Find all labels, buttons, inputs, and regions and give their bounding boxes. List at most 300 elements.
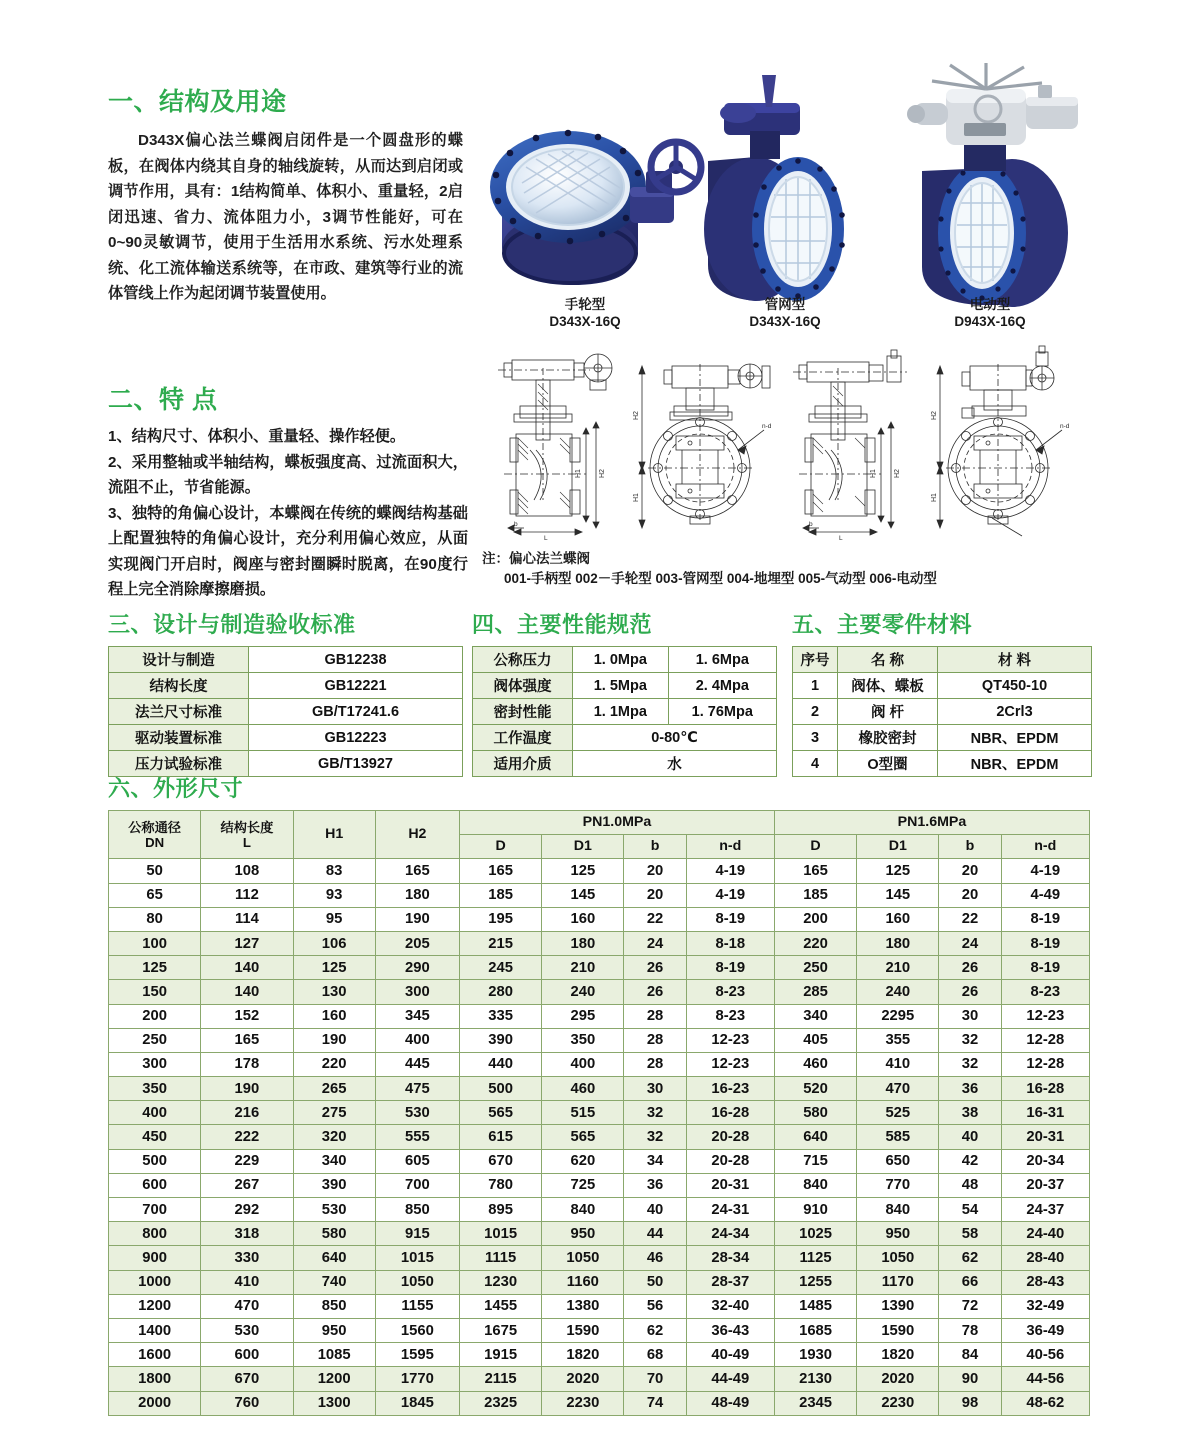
standard-name: 法兰尺寸标准 <box>109 699 249 725</box>
pn16-d1-value: 950 <box>857 1222 939 1246</box>
pn16-nd-value: 36-49 <box>1001 1318 1089 1342</box>
pn16-d1-value: 1050 <box>857 1246 939 1270</box>
materials-header-no: 序号 <box>793 647 838 673</box>
material-value: 2Crl3 <box>938 699 1092 725</box>
pn10-nd-value: 32-40 <box>686 1294 774 1318</box>
material-part-name: 阀 杆 <box>838 699 938 725</box>
pn16-b-value: 26 <box>939 956 1001 980</box>
length-value: 229 <box>201 1149 293 1173</box>
material-no: 1 <box>793 673 838 699</box>
pn16-b-value: 84 <box>939 1343 1001 1367</box>
h2-value: 290 <box>375 956 459 980</box>
dn-value: 80 <box>109 907 201 931</box>
perf-name: 密封性能 <box>473 699 573 725</box>
pn10-d1-value: 180 <box>542 931 624 955</box>
svg-text:H2: H2 <box>931 411 938 420</box>
perf-value-pn10: 1. 5Mpa <box>573 673 669 699</box>
length-value: 600 <box>201 1343 293 1367</box>
perf-value-pn16: 2. 4Mpa <box>668 673 776 699</box>
pn16-d-value: 1125 <box>774 1246 856 1270</box>
material-part-name: 橡胶密封 <box>838 725 938 751</box>
dimensions-row <box>109 1028 1090 1052</box>
pn16-d-value: 405 <box>774 1028 856 1052</box>
pn10-d-value: 165 <box>460 859 542 883</box>
pn16-d1-value: 145 <box>857 883 939 907</box>
header-dn-l1: 公称通径 <box>128 819 181 835</box>
section-performance <box>472 608 777 777</box>
pn10-b-value: 32 <box>624 1125 686 1149</box>
table-row <box>793 725 1092 751</box>
header-h1: H1 <box>293 811 375 859</box>
photo-caption-model: D343X-16Q <box>549 314 621 329</box>
material-value: NBR、EPDM <box>938 751 1092 777</box>
pn16-b-value: 90 <box>939 1367 1001 1391</box>
dn-value: 65 <box>109 883 201 907</box>
pn16-d-value: 220 <box>774 931 856 955</box>
h2-value: 345 <box>375 1004 459 1028</box>
pn10-d1-value: 725 <box>542 1173 624 1197</box>
pn10-d-value: 1115 <box>460 1246 542 1270</box>
handwheel-valve-photo <box>480 105 710 310</box>
dn-value: 1200 <box>109 1294 201 1318</box>
pn10-d1-value: 460 <box>542 1077 624 1101</box>
pn10-b-value: 32 <box>624 1101 686 1125</box>
pn10-nd-value: 48-49 <box>686 1391 774 1415</box>
pn10-nd-value: 36-43 <box>686 1318 774 1342</box>
h2-value: 530 <box>375 1101 459 1125</box>
dimensions-row <box>109 859 1090 883</box>
pn10-b-value: 20 <box>624 883 686 907</box>
pn10-nd-value: 12-23 <box>686 1028 774 1052</box>
dimensions-row <box>109 980 1090 1004</box>
pn10-d-value: 615 <box>460 1125 542 1149</box>
header-dn <box>109 811 201 859</box>
h2-value: 915 <box>375 1222 459 1246</box>
pn16-nd-value: 20-37 <box>1001 1173 1089 1197</box>
dimensions-table <box>108 810 1090 1416</box>
pn16-nd-value: 8-19 <box>1001 956 1089 980</box>
pn16-d1-value: 160 <box>857 907 939 931</box>
pn10-b-value: 36 <box>624 1173 686 1197</box>
pn16-d1-value: 2020 <box>857 1367 939 1391</box>
pn10-b-value: 26 <box>624 980 686 1004</box>
length-value: 470 <box>201 1294 293 1318</box>
pn16-d-value: 520 <box>774 1077 856 1101</box>
pn10-nd-value: 40-49 <box>686 1343 774 1367</box>
pn16-d-value: 1025 <box>774 1222 856 1246</box>
pn10-nd-value: 16-23 <box>686 1077 774 1101</box>
h2-value: 475 <box>375 1077 459 1101</box>
h1-value: 1300 <box>293 1391 375 1415</box>
h1-value: 640 <box>293 1246 375 1270</box>
h2-value: 605 <box>375 1149 459 1173</box>
pn16-b-value: 22 <box>939 907 1001 931</box>
pn10-d1-value: 125 <box>542 859 624 883</box>
standard-code: GB12221 <box>249 673 463 699</box>
dimensions-row <box>109 1198 1090 1222</box>
feature-item: 2、采用整轴或半轴结构，蝶板强度高、过流面积大，流阻不止，节省能源。 <box>108 453 468 496</box>
h1-value: 530 <box>293 1198 375 1222</box>
dimensions-row <box>109 883 1090 907</box>
pn10-b-value: 44 <box>624 1222 686 1246</box>
perf-name: 公称压力 <box>473 647 573 673</box>
dn-value: 350 <box>109 1077 201 1101</box>
dimensions-row <box>109 1149 1090 1173</box>
pn16-d1-value: 770 <box>857 1173 939 1197</box>
standard-name: 结构长度 <box>109 673 249 699</box>
pn16-nd-value: 48-62 <box>1001 1391 1089 1415</box>
svg-text:n-d: n-d <box>1060 423 1070 430</box>
header-dn-l2: DN <box>145 834 165 850</box>
pn10-d-value: 1455 <box>460 1294 542 1318</box>
header-length <box>201 811 293 859</box>
pn10-d-value: 500 <box>460 1077 542 1101</box>
pn10-nd-value: 16-28 <box>686 1101 774 1125</box>
h2-value: 1015 <box>375 1246 459 1270</box>
pn16-d-value: 1685 <box>774 1318 856 1342</box>
svg-text:H1: H1 <box>931 493 938 502</box>
photo-caption-type: 电动型 <box>969 297 1011 312</box>
pn10-d-value: 1675 <box>460 1318 542 1342</box>
table-row <box>109 725 463 751</box>
length-value: 140 <box>201 956 293 980</box>
pn16-nd-value: 28-40 <box>1001 1246 1089 1270</box>
dimensions-row <box>109 907 1090 931</box>
pn10-b-value: 62 <box>624 1318 686 1342</box>
electric-valve-photo <box>892 61 1097 311</box>
h2-value: 300 <box>375 980 459 1004</box>
pn16-d-value: 200 <box>774 907 856 931</box>
pn16-b-value: 32 <box>939 1052 1001 1076</box>
pn10-nd-value: 44-49 <box>686 1367 774 1391</box>
dn-value: 125 <box>109 956 201 980</box>
pn16-nd-value: 12-23 <box>1001 1004 1089 1028</box>
standard-code: GB/T17241.6 <box>249 699 463 725</box>
svg-text:H1: H1 <box>633 493 640 502</box>
pn10-d-value: 1230 <box>460 1270 542 1294</box>
dn-value: 250 <box>109 1028 201 1052</box>
dn-value: 1600 <box>109 1343 201 1367</box>
h2-value: 1595 <box>375 1343 459 1367</box>
h1-value: 740 <box>293 1270 375 1294</box>
pn10-d1-value: 400 <box>542 1052 624 1076</box>
header-pn10-nd: n-d <box>686 835 774 859</box>
perf-value-pn10: 1. 0Mpa <box>573 647 669 673</box>
dimensions-row <box>109 1222 1090 1246</box>
pn10-d1-value: 2020 <box>542 1367 624 1391</box>
length-value: 127 <box>201 931 293 955</box>
perf-name: 工作温度 <box>473 725 573 751</box>
pn10-nd-value: 12-23 <box>686 1052 774 1076</box>
pn16-b-value: 42 <box>939 1149 1001 1173</box>
section-standards <box>108 608 463 777</box>
section3-title: 三、设计与制造验收标准 <box>108 612 356 637</box>
pn16-nd-value: 20-31 <box>1001 1125 1089 1149</box>
dn-value: 1000 <box>109 1270 201 1294</box>
table-header-row <box>793 647 1092 673</box>
table-row <box>793 673 1092 699</box>
pn10-b-value: 74 <box>624 1391 686 1415</box>
dimensions-row <box>109 1077 1090 1101</box>
pn16-b-value: 62 <box>939 1246 1001 1270</box>
pn16-d1-value: 585 <box>857 1125 939 1149</box>
header-length-l1: 结构长度 <box>220 819 274 835</box>
section1-title: 一、结构及用途 <box>108 88 287 116</box>
pn16-d-value: 1930 <box>774 1343 856 1367</box>
perf-value-pn10: 1. 1Mpa <box>573 699 669 725</box>
perf-value-pn16: 1. 76Mpa <box>668 699 776 725</box>
length-value: 267 <box>201 1173 293 1197</box>
perf-name: 阀体强度 <box>473 673 573 699</box>
pn10-b-value: 20 <box>624 859 686 883</box>
performance-table <box>472 646 777 777</box>
material-part-name: 阀体、蝶板 <box>838 673 938 699</box>
pn16-b-value: 66 <box>939 1270 1001 1294</box>
header-pn16-group: PN1.6MPa <box>774 811 1089 835</box>
dimensions-header-row-1 <box>109 811 1090 835</box>
pn16-nd-value: 24-40 <box>1001 1222 1089 1246</box>
h1-value: 190 <box>293 1028 375 1052</box>
dn-value: 1800 <box>109 1367 201 1391</box>
material-no: 4 <box>793 751 838 777</box>
pn16-b-value: 30 <box>939 1004 1001 1028</box>
pn16-d1-value: 525 <box>857 1101 939 1125</box>
pn10-d1-value: 515 <box>542 1101 624 1125</box>
table-row <box>109 673 463 699</box>
pn10-b-value: 70 <box>624 1367 686 1391</box>
length-value: 165 <box>201 1028 293 1052</box>
pn16-d-value: 460 <box>774 1052 856 1076</box>
feature-item: 3、独特的角偏心设计，本蝶阀在传统的蝶阀结构基础上配置独特的角偏心设计，充分利用偏心效应，从面实现阀门开启时，阀座与密封圈瞬时脱离，在90度行程上完全消除摩擦磨损。 <box>108 504 468 598</box>
pn16-d-value: 285 <box>774 980 856 1004</box>
svg-text:b: b <box>809 521 813 528</box>
section-features <box>108 380 468 603</box>
length-value: 530 <box>201 1318 293 1342</box>
materials-table <box>792 646 1092 777</box>
table-row <box>109 647 463 673</box>
perf-value-pn16: 1. 6Mpa <box>668 647 776 673</box>
header-pn16-nd: n-d <box>1001 835 1089 859</box>
table-row <box>473 673 777 699</box>
h1-value: 160 <box>293 1004 375 1028</box>
svg-text:H1: H1 <box>870 469 877 478</box>
pn16-d1-value: 355 <box>857 1028 939 1052</box>
dimensions-row <box>109 1294 1090 1318</box>
material-no: 2 <box>793 699 838 725</box>
pn16-nd-value: 16-28 <box>1001 1077 1089 1101</box>
standard-name: 驱动装置标准 <box>109 725 249 751</box>
dimensions-row <box>109 1125 1090 1149</box>
dn-value: 700 <box>109 1198 201 1222</box>
perf-value: 水 <box>573 751 777 777</box>
pn16-b-value: 48 <box>939 1173 1001 1197</box>
pn16-d-value: 165 <box>774 859 856 883</box>
pn10-nd-value: 8-18 <box>686 931 774 955</box>
pn16-d1-value: 125 <box>857 859 939 883</box>
pn16-d-value: 1485 <box>774 1294 856 1318</box>
svg-text:n-d: n-d <box>762 423 772 430</box>
dn-value: 2000 <box>109 1391 201 1415</box>
pn16-d-value: 250 <box>774 956 856 980</box>
pn10-d1-value: 1380 <box>542 1294 624 1318</box>
svg-text:H2: H2 <box>633 411 640 420</box>
dimensions-row <box>109 1004 1090 1028</box>
pipe-network-valve-photo <box>698 65 888 310</box>
standards-table <box>108 646 463 777</box>
pn16-d-value: 910 <box>774 1198 856 1222</box>
length-value: 108 <box>201 859 293 883</box>
standard-code: GB12238 <box>249 647 463 673</box>
pn10-b-value: 28 <box>624 1004 686 1028</box>
drawing-note <box>482 549 1102 589</box>
dn-value: 600 <box>109 1173 201 1197</box>
dn-value: 450 <box>109 1125 201 1149</box>
section4-title: 四、主要性能规范 <box>472 612 653 637</box>
h2-value: 1770 <box>375 1367 459 1391</box>
note-line-2: 001-手柄型 002－手轮型 003-管网型 004-地埋型 005-气动型 006-电动型 <box>504 571 937 586</box>
header-pn16-b: b <box>939 835 1001 859</box>
dimensions-body <box>109 859 1090 1415</box>
dn-value: 800 <box>109 1222 201 1246</box>
h1-value: 340 <box>293 1149 375 1173</box>
pn10-d1-value: 145 <box>542 883 624 907</box>
svg-text:H2: H2 <box>599 469 606 478</box>
material-value: QT450-10 <box>938 673 1092 699</box>
header-pn10-d: D <box>460 835 542 859</box>
pn16-d1-value: 650 <box>857 1149 939 1173</box>
pn10-b-value: 24 <box>624 931 686 955</box>
pn16-nd-value: 28-43 <box>1001 1270 1089 1294</box>
h2-value: 445 <box>375 1052 459 1076</box>
pn16-b-value: 24 <box>939 931 1001 955</box>
pn10-d1-value: 160 <box>542 907 624 931</box>
dimensions-row <box>109 931 1090 955</box>
length-value: 112 <box>201 883 293 907</box>
pn16-nd-value: 12-28 <box>1001 1052 1089 1076</box>
pn16-d1-value: 2295 <box>857 1004 939 1028</box>
length-value: 152 <box>201 1004 293 1028</box>
pn10-d-value: 440 <box>460 1052 542 1076</box>
pn16-nd-value: 4-49 <box>1001 883 1089 907</box>
svg-text:L: L <box>839 535 843 542</box>
table-row <box>473 725 777 751</box>
section1-body-text: D343X偏心法兰蝶阀启闭件是一个圆盘形的蝶板，在阀体内绕其自身的轴线旋转，从而达到启闭或调节作用，具有：1结构简单、体积小、重量轻，2启闭迅速、省力、流体阻力小，3调节性能好，可在0~90灵敏调节，使用于生活用水系统、污水处理系统、化工流体输送系统等，在市政、建筑等行业的流体管线上作为起闭调节装置使用。 <box>108 132 463 302</box>
pn10-d1-value: 350 <box>542 1028 624 1052</box>
pn10-d-value: 670 <box>460 1149 542 1173</box>
pn16-nd-value: 16-31 <box>1001 1101 1089 1125</box>
pn10-nd-value: 24-34 <box>686 1222 774 1246</box>
h1-value: 580 <box>293 1222 375 1246</box>
pn16-b-value: 78 <box>939 1318 1001 1342</box>
materials-header-material: 材 料 <box>938 647 1092 673</box>
dn-value: 150 <box>109 980 201 1004</box>
perf-name: 适用介质 <box>473 751 573 777</box>
material-value: NBR、EPDM <box>938 725 1092 751</box>
pn16-nd-value: 12-28 <box>1001 1028 1089 1052</box>
pn10-d-value: 895 <box>460 1198 542 1222</box>
pn10-d1-value: 1050 <box>542 1246 624 1270</box>
h1-value: 125 <box>293 956 375 980</box>
length-value: 190 <box>201 1077 293 1101</box>
pn10-d1-value: 1160 <box>542 1270 624 1294</box>
standard-name: 压力试验标准 <box>109 751 249 777</box>
pn10-b-value: 40 <box>624 1198 686 1222</box>
pn10-b-value: 28 <box>624 1052 686 1076</box>
dn-value: 500 <box>109 1149 201 1173</box>
length-value: 292 <box>201 1198 293 1222</box>
h1-value: 95 <box>293 907 375 931</box>
pn10-d-value: 215 <box>460 931 542 955</box>
header-h2: H2 <box>375 811 459 859</box>
pn10-d-value: 185 <box>460 883 542 907</box>
material-part-name: O型圈 <box>838 751 938 777</box>
header-length-l2: L <box>242 834 251 850</box>
section1-body <box>108 128 463 307</box>
pn10-d1-value: 240 <box>542 980 624 1004</box>
length-value: 670 <box>201 1367 293 1391</box>
pn10-d1-value: 1820 <box>542 1343 624 1367</box>
pn10-d-value: 2325 <box>460 1391 542 1415</box>
pn10-d-value: 195 <box>460 907 542 931</box>
pn16-b-value: 20 <box>939 859 1001 883</box>
h2-value: 555 <box>375 1125 459 1149</box>
pn16-nd-value: 8-23 <box>1001 980 1089 1004</box>
pn10-nd-value: 8-19 <box>686 907 774 931</box>
pn10-nd-value: 4-19 <box>686 883 774 907</box>
header-pn10-b: b <box>624 835 686 859</box>
length-value: 178 <box>201 1052 293 1076</box>
pn10-nd-value: 20-31 <box>686 1173 774 1197</box>
standard-code: GB/T13927 <box>249 751 463 777</box>
pn16-nd-value: 8-19 <box>1001 907 1089 931</box>
dimensions-row <box>109 1246 1090 1270</box>
table-row <box>109 699 463 725</box>
section-structure-and-use <box>108 82 463 307</box>
section5-title: 五、主要零件材料 <box>792 612 973 637</box>
dn-value: 100 <box>109 931 201 955</box>
standard-code: GB12223 <box>249 725 463 751</box>
h2-value: 190 <box>375 907 459 931</box>
dimensions-row <box>109 1052 1090 1076</box>
dn-value: 400 <box>109 1101 201 1125</box>
pn16-d-value: 1255 <box>774 1270 856 1294</box>
pn16-d1-value: 1590 <box>857 1318 939 1342</box>
dimensions-row <box>109 1318 1090 1342</box>
pn16-d1-value: 1820 <box>857 1343 939 1367</box>
material-no: 3 <box>793 725 838 751</box>
pn10-d1-value: 2230 <box>542 1391 624 1415</box>
h2-value: 850 <box>375 1198 459 1222</box>
pn10-d1-value: 1590 <box>542 1318 624 1342</box>
pn16-b-value: 32 <box>939 1028 1001 1052</box>
photo-caption-model: D943X-16Q <box>954 314 1026 329</box>
product-photo-gallery <box>480 55 1100 310</box>
pn16-nd-value: 24-37 <box>1001 1198 1089 1222</box>
pn16-b-value: 72 <box>939 1294 1001 1318</box>
h1-value: 275 <box>293 1101 375 1125</box>
pn16-nd-value: 20-34 <box>1001 1149 1089 1173</box>
h2-value: 180 <box>375 883 459 907</box>
h2-value: 1050 <box>375 1270 459 1294</box>
svg-text:L: L <box>544 535 548 542</box>
pn10-d1-value: 565 <box>542 1125 624 1149</box>
dimensions-row <box>109 1270 1090 1294</box>
pn16-b-value: 40 <box>939 1125 1001 1149</box>
pn10-d-value: 565 <box>460 1101 542 1125</box>
pn10-d-value: 390 <box>460 1028 542 1052</box>
photo-caption-type: 管网型 <box>764 297 806 312</box>
pn10-d1-value: 295 <box>542 1004 624 1028</box>
